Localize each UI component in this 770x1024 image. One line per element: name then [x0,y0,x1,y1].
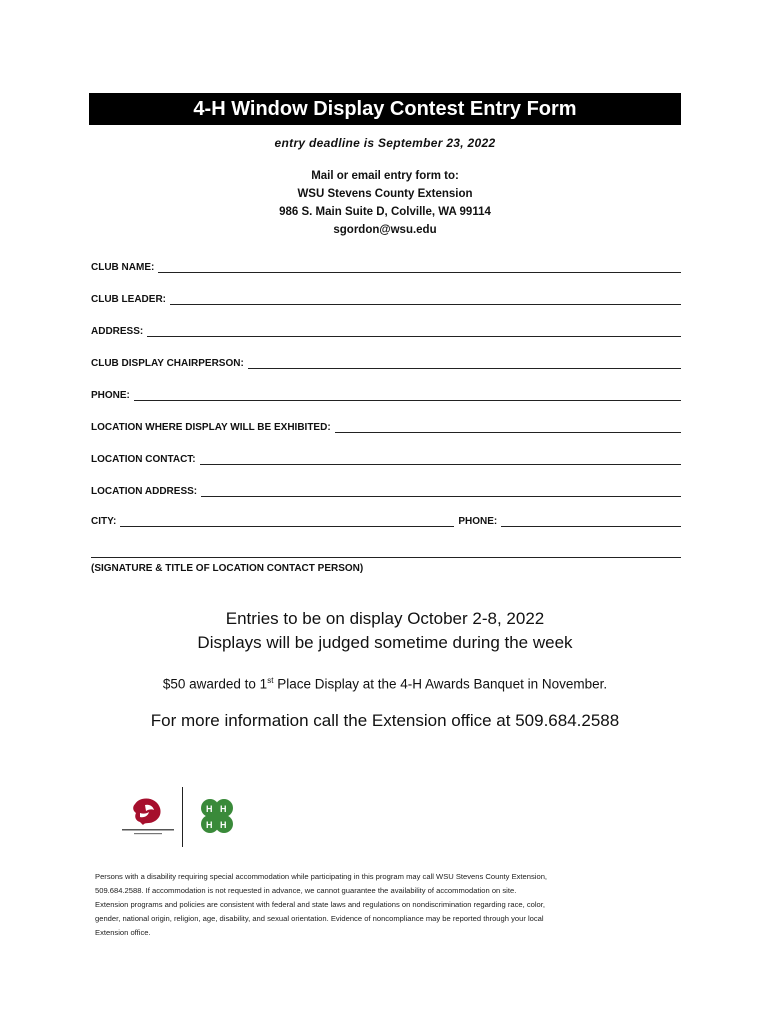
city-line[interactable] [120,526,454,527]
city-label: CITY: [91,516,117,527]
signature-label: (SIGNATURE & TITLE OF LOCATION CONTACT PERSON) [91,563,364,574]
phone-label: PHONE: [91,390,130,401]
city-phone-label: PHONE: [458,516,498,527]
award-text [0,676,770,692]
club-leader-line[interactable] [170,304,681,305]
disclaimer-line-4: gender, national origin, religion, age, disability, and sexual orientation. Evidence of noncompliance may be reported through your local [95,914,544,923]
location-exhibited-field[interactable] [91,420,681,434]
logo-divider [182,787,183,847]
mail-line-2: WSU Stevens County Extension [297,188,473,200]
signature-line[interactable] [91,557,681,558]
location-exhibited-line[interactable] [335,432,681,433]
city-phone-line[interactable] [501,526,681,527]
wsu-cougar-logo-icon [118,795,178,839]
disclaimer-line-3: Extension programs and policies are consistent with federal and state laws and regulations on nondiscrimination regarding race, color, [95,900,545,909]
location-address-label: LOCATION ADDRESS: [91,486,198,497]
chairperson-line[interactable] [248,368,681,369]
address-field[interactable] [91,324,681,338]
award-post: Place Display at the 4-H Awards Banquet in November. [273,676,608,692]
club-name-field[interactable] [91,260,681,274]
club-leader-field[interactable] [91,292,681,306]
location-contact-line[interactable] [200,464,681,465]
phone-line[interactable] [134,400,681,401]
disclaimer [95,870,675,940]
form-title: 4-H Window Display Contest Entry Form [89,93,681,125]
disclaimer-line-2: 509.684.2588. If accommodation is not requested in advance, we cannot guarantee the availability of accommodation on site. [95,886,517,895]
disclaimer-line-1: Persons with a disability requiring special accommodation while participating in this program may call WSU Stevens County Extension, [95,872,548,881]
svg-text:H: H [206,820,213,830]
club-name-label: CLUB NAME: [91,262,155,273]
info-line: For more information call the Extension office at 509.684.2588 [150,711,620,730]
entry-deadline: entry deadline is September 23, 2022 [274,136,496,150]
entries-line-1: Entries to be on display October 2-8, 2022 [225,609,545,628]
address-label: ADDRESS: [91,326,144,337]
mail-line-3: 986 S. Main Suite D, Colville, WA 99114 [279,206,491,218]
entries-line-2: Displays will be judged sometime during the week [197,633,573,652]
chairperson-field[interactable] [91,356,681,370]
location-address-line[interactable] [201,496,681,497]
address-line[interactable] [147,336,681,337]
disclaimer-line-5: Extension office. [95,928,151,937]
city-phone-row [91,514,681,528]
phone-field[interactable] [91,388,681,402]
display-dates [0,607,770,655]
mail-instructions [0,167,770,239]
4h-clover-logo-icon [195,795,239,839]
club-leader-label: CLUB LEADER: [91,294,166,305]
club-name-line[interactable] [158,272,681,273]
award-pre: $50 awarded to 1 [162,676,268,692]
location-address-field[interactable] [91,484,681,498]
location-exhibited-label: LOCATION WHERE DISPLAY WILL BE EXHIBITED: [91,422,331,433]
svg-text:H: H [220,820,227,830]
chairperson-label: CLUB DISPLAY CHAIRPERSON: [91,358,244,369]
location-contact-label: LOCATION CONTACT: [91,454,196,465]
mail-email[interactable]: sgordon@wsu.edu [333,224,437,236]
mail-line-1: Mail or email entry form to: [311,170,459,182]
svg-text:H: H [206,804,213,814]
svg-text:H: H [220,804,227,814]
award-sup: st [267,676,274,685]
location-contact-field[interactable] [91,452,681,466]
